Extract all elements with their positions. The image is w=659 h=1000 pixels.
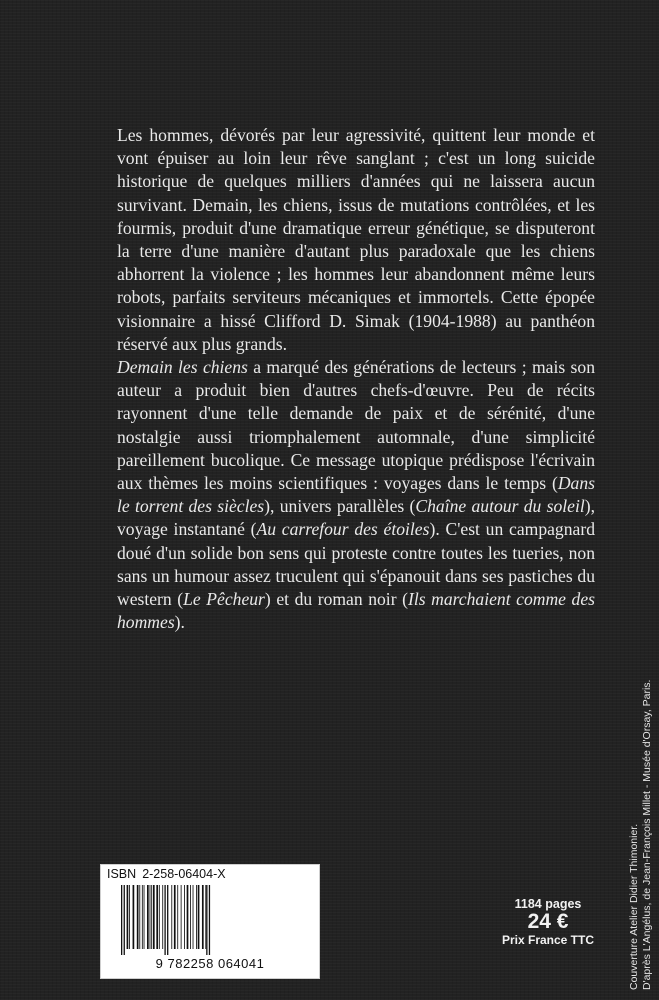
barcode-stripe	[144, 885, 145, 949]
isbn-number: 2-258-06404-X	[142, 867, 226, 881]
barcode-stripe	[202, 885, 204, 949]
barcode-stripe	[167, 885, 168, 955]
barcode-stripe	[156, 885, 158, 949]
blurb-text: ).	[174, 612, 185, 633]
barcode-stripe	[205, 885, 206, 949]
credit-line-1: Couverture Atelier Didier Thimonier.	[628, 823, 640, 990]
blurb-paragraph-1: Les hommes, dévorés par leur agressivité, quittent leur monde et vont épuiser au loin leur rêve sanglant ; c'est un long suicide historique de quelques milliers d'années qui ne laissera aucun survivant. Demain, les chiens, issus de mutations contrôlées, et les fourmis, produit d'une dramatique erreur génétique, se disputeront la terre d'une manière d'autant plus paradoxale que les chiens abhorrent la violence ; les hommes leur abandonnent même leurs robots, parfaits serviteurs mécaniques et immortels. Cette épopée visionnaire a hissé Clifford D. Simak (1904-1988) au panthéon réservé aux plus grands.	[117, 125, 595, 354]
barcode-stripe	[142, 885, 143, 949]
barcode-stripe	[193, 885, 194, 949]
barcode-stripe	[139, 885, 140, 949]
barcode-stripe	[187, 885, 189, 949]
barcode-stripe	[137, 885, 139, 949]
barcode-stripe	[190, 885, 191, 949]
blurb-text: ). C'est un campagnard doué d'un solide bon sens qui proteste contre toutes les tueries, non sans un humour assez truculent qui s'épanouit dans ses pastiches du western (	[117, 519, 595, 610]
barcode-stripe	[177, 885, 178, 949]
barcode-stripe	[127, 885, 129, 949]
barcode-stripe	[129, 885, 130, 949]
page-count: 1184 pages	[514, 897, 582, 911]
title-carrefour: Au carrefour des étoiles	[256, 519, 430, 540]
barcode-stripe	[164, 885, 165, 955]
title-pecheur: Le Pêcheur	[183, 589, 265, 610]
isbn-barcode	[100, 864, 320, 979]
blurb-text: ) et du roman noir (	[264, 589, 408, 610]
barcode-stripe	[198, 885, 200, 949]
title-demain-les-chiens: Demain les chiens	[117, 357, 248, 378]
barcode-stripe	[150, 885, 151, 949]
title-ils-marchaient: Ils marchaient comme des hommes	[117, 589, 595, 633]
price-block	[488, 897, 608, 947]
barcode-stripe	[174, 885, 176, 949]
isbn-label: ISBN	[107, 867, 137, 881]
blurb-paragraph-2	[117, 356, 595, 634]
title-torrent: Dans le torrent des siècles	[117, 473, 595, 517]
barcode-stripe	[124, 885, 125, 955]
price-note: Prix France TTC	[501, 933, 595, 947]
barcode-stripe	[171, 885, 172, 949]
barcode-stripe	[162, 885, 163, 949]
barcode-stripe	[133, 885, 135, 949]
barcode-stripe	[209, 885, 210, 955]
cover-credits	[628, 679, 654, 990]
barcode-stripe	[159, 885, 160, 949]
barcode-stripe	[181, 885, 182, 949]
barcode-stripe	[153, 885, 155, 949]
credit-line-2: D'après L'Angélus, de Jean-François Millet - Musée d'Orsay, Paris.	[641, 679, 653, 990]
barcode-stripe	[147, 885, 149, 949]
barcode-stripe	[196, 885, 197, 949]
ean-digits: 9 782258 064041	[155, 956, 265, 971]
title-chaine: Chaîne autour du soleil	[415, 496, 585, 517]
barcode-stripe	[151, 885, 152, 949]
blurb-text: ), voyage instantané (	[117, 496, 596, 540]
price-amount: 24 €	[527, 910, 569, 933]
back-cover-blurb	[117, 124, 595, 634]
barcode-stripe	[121, 885, 122, 955]
blurb-text: ), univers parallèles (	[264, 496, 416, 517]
isbn-line	[107, 867, 315, 881]
barcode-stripe	[206, 885, 207, 955]
barcode-stripe	[184, 885, 185, 949]
blurb-text: a marqué des générations de lecteurs ; mais son auteur a produit bien d'autres chefs-d'œuvre. Peu de récits rayonnent d'une telle demande de paix et de sérénité, d'une nostalgie aussi triomphalement automnale, d'une simplicité pareillement bucolique. Ce message utopique prédispose l'écrivain aux thèmes les moins scientifiques : voyages dans le temps (	[117, 357, 595, 494]
barcode-bars	[119, 885, 309, 955]
